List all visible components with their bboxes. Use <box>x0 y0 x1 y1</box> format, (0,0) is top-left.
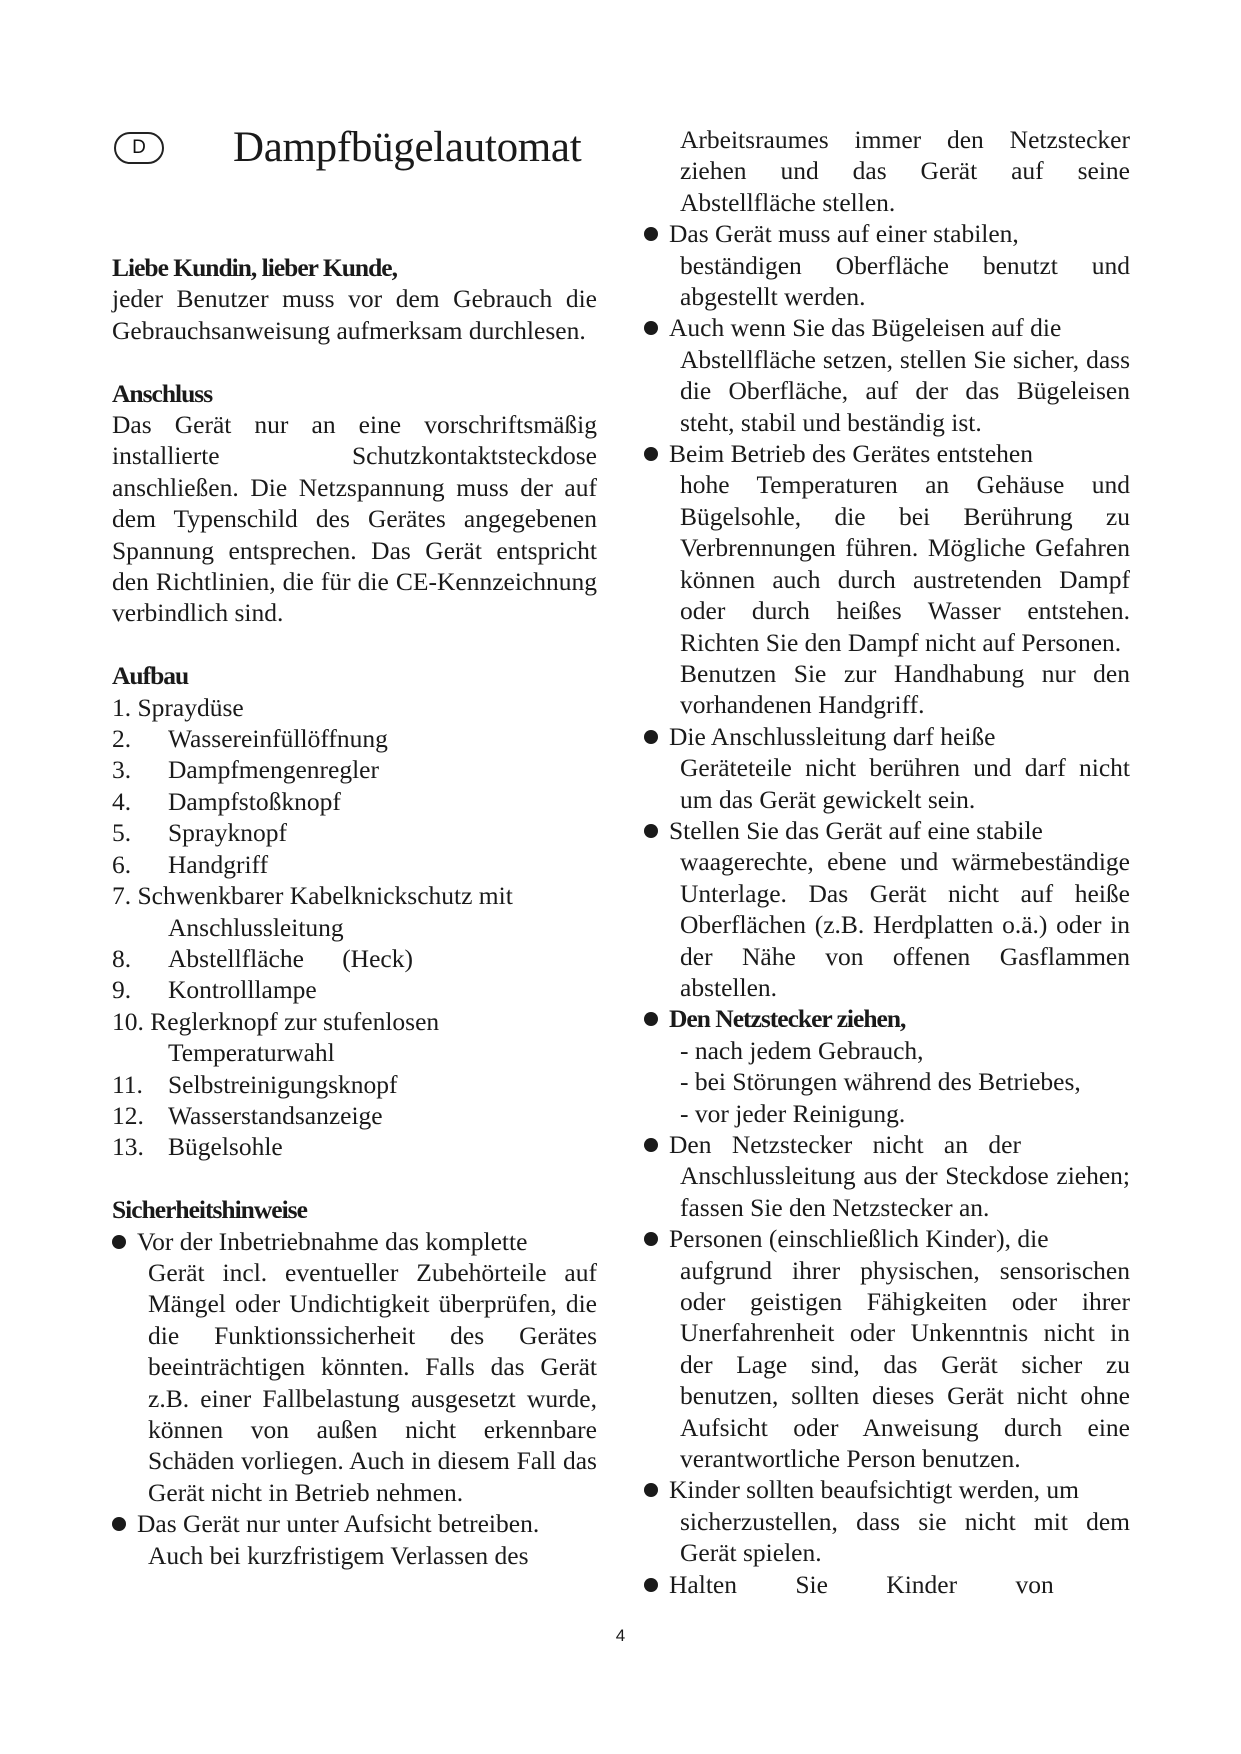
list-item <box>112 723 597 754</box>
bullet-icon <box>644 1138 658 1152</box>
bullet-icon <box>644 824 658 838</box>
page-number: 4 <box>615 1626 626 1645</box>
list-item <box>112 1131 597 1162</box>
list-item-text: Wasserstandsanzeige <box>168 1100 383 1130</box>
bullet-rest: sicherzustellen, dass sie nicht mit dem Gerät spielen. <box>680 1506 1130 1568</box>
bullet-icon <box>644 447 658 461</box>
list-item <box>112 692 597 723</box>
bullet-first-line: Den Netzstecker nicht an der <box>669 1130 1021 1159</box>
bullet-item <box>644 1129 1130 1160</box>
bullet-first-line: Auch wenn Sie das Bügeleisen auf die <box>669 313 1062 343</box>
list-item-number: 11. <box>112 1069 143 1099</box>
list-item-text: Schwenkbarer Kabelknickschutz mit <box>137 881 513 911</box>
bullet-item <box>644 1569 1130 1600</box>
list-item <box>112 754 597 785</box>
bullet-first-line: Das Gerät muss auf einer stabilen, <box>669 219 1019 249</box>
right-column <box>644 124 1130 1600</box>
bullet-first-line: Halten Sie Kinder von <box>669 1569 1054 1599</box>
aufbau-list <box>112 692 597 1163</box>
list-item-number: 7. <box>112 881 132 911</box>
bullet-icon <box>644 1578 658 1592</box>
list-item-text: Bügelsohle <box>168 1132 283 1162</box>
list-item-text: Abstellfläche (Heck) <box>168 943 413 973</box>
bullet-icon <box>644 321 658 335</box>
list-item-number: 12. <box>112 1100 144 1130</box>
bullet-icon <box>644 1012 658 1026</box>
list-item-text: Reglerknopf zur stufenlosen <box>150 1006 440 1036</box>
bullet-first-line: Beim Betrieb des Gerätes entstehen <box>669 439 1033 469</box>
bullet-rest: hohe Temperaturen an Gehäuse und Bügelsohle, die bei Berührung zu Verbrennungen führen. Mögliche Gefahren können auch durch austretenden Dampf oder durch heißes Wasser entstehen. Richten Sie den Dampf nicht auf Personen. <box>680 470 1130 657</box>
anschluss-text: Das Gerät nur an eine vorschriftsmäßig installierte Schutzkontaktsteckdose anschließen. Die Netzspannung muss der auf dem Typenschild des Gerätes angegebenen Spannung entsprechen. Das Gerät entspricht den Richtlinien, die für die CE-Kennzeichnung verbindlich sind. <box>112 410 597 628</box>
bullet-item <box>644 815 1130 846</box>
bullet-rest: Gerät incl. eventueller Zubehörteile auf Mängel oder Undichtigkeit überprüfen, die die Funktionssicherheit des Gerätes beeinträchtigen könnten. Falls das Gerät z.B. einer Fallbelastung ausgesetzt wurde, können von außen nicht erkennbare Schäden vorliegen. Auch in diesem Fall das Gerät nicht in Betrieb nehmen. <box>148 1257 597 1507</box>
list-item-text: Sprayknopf <box>168 818 287 848</box>
bullet-icon <box>644 1232 658 1246</box>
bullet-rest: aufgrund ihrer physischen, sensorischen oder geistigen Fähigkeiten oder ihrer Unerfahrenheit oder Unkenntnis nicht in der Lage sind, das Gerät sicher zu benutzen, sollten dieses Gerät nicht ohne Aufsicht oder Anweisung durch eine verantwortliche Person benutzen. <box>680 1255 1130 1474</box>
aufbau-heading: Aufbau <box>112 661 189 691</box>
list-item-number: 10. <box>112 1006 144 1036</box>
list-item <box>112 880 597 943</box>
list-item-text: Dampfstoßknopf <box>168 786 341 816</box>
sicherheit-heading: Sicherheitshinweise <box>112 1195 307 1225</box>
bullet-rest: Geräteteile nicht berühren und darf nicht um das Gerät gewickelt sein. <box>680 753 1130 814</box>
bullet-item <box>644 1223 1130 1254</box>
list-item <box>112 817 597 848</box>
list-item <box>112 1006 597 1069</box>
bullet-rest: waagerechte, ebene und wärmebeständige Unterlage. Das Gerät nicht auf heiße Oberflächen (z.B. Herdplatten o.ä.) oder in der Nähe von offenen Gasflammen abstellen. <box>680 847 1130 1002</box>
list-item-number: 9. <box>112 975 132 1005</box>
bullet-item <box>112 1226 597 1257</box>
list-item-continuation: Anschlussleitung <box>168 912 344 942</box>
list-item-number: 5. <box>112 818 132 848</box>
netzstecker-item: - vor jeder Reinigung. <box>680 1098 906 1128</box>
list-item-text: Spraydüse <box>137 692 244 722</box>
bullet-rest: Auch bei kurzfristigem Verlassen des <box>148 1540 529 1570</box>
page-title: Dampfbügelautomat <box>233 124 582 171</box>
bullet-rest: Abstellfläche setzen, stellen Sie sicher, dass die Oberfläche, auf der das Bügeleisen steht, stabil und beständig ist. <box>680 344 1130 437</box>
bullet-first-line: Die Anschlussleitung darf heiße <box>669 721 996 751</box>
intro-text: jeder Benutzer muss vor dem Gebrauch die Gebrauchsanweisung aufmerksam durchlesen. <box>112 284 597 345</box>
bullet-rest: Anschlussleitung aus der Steckdose ziehen; fassen Sie den Netzstecker an. <box>680 1161 1130 1222</box>
bullet-first-line: Stellen Sie das Gerät auf eine stabile <box>669 815 1043 845</box>
bullet-icon <box>644 227 658 241</box>
list-item <box>112 1100 597 1131</box>
netzstecker-item: - nach jedem Gebrauch, <box>680 1035 924 1065</box>
list-item-text: Selbstreinigungsknopf <box>168 1069 398 1099</box>
list-item <box>112 849 597 880</box>
bullet-first-line: Personen (einschließlich Kinder), die <box>669 1224 1049 1254</box>
bullet-first-line: Das Gerät nur unter Aufsicht betreiben. <box>137 1509 540 1539</box>
list-item-text: Wassereinfüllöffnung <box>168 724 388 754</box>
list-item-text: Handgriff <box>168 849 269 879</box>
list-item-number: 13. <box>112 1132 144 1162</box>
bullet-icon <box>644 730 658 744</box>
list-item-text: Kontrolllampe <box>168 975 317 1005</box>
list-item <box>112 1069 597 1100</box>
netzstecker-heading: Den Netzstecker ziehen, <box>669 1004 906 1034</box>
bullet-item <box>644 1474 1130 1505</box>
bullet-item <box>644 312 1130 343</box>
list-item-number: 4. <box>112 786 132 816</box>
list-item-number: 3. <box>112 755 132 785</box>
list-item-number: 1. <box>112 692 132 722</box>
intro-heading: Liebe Kundin, lieber Kunde, <box>112 253 397 282</box>
bullet-continuation: Arbeitsraumes immer den Netzstecker ziehen und das Gerät auf seine Abstellfläche stellen. <box>680 125 1130 217</box>
bullet-rest: Benutzen Sie zur Handhabung nur den vorhandenen Handgriff. <box>680 658 1130 720</box>
bullet-first-line: Vor der Inbetriebnahme das komplette <box>137 1226 528 1256</box>
list-item-text: Dampfmengenregler <box>168 755 379 785</box>
list-item <box>112 974 597 1005</box>
bullet-item <box>644 438 1130 469</box>
language-badge: D <box>114 132 164 164</box>
list-item-number: 2. <box>112 724 132 754</box>
bullet-icon <box>112 1517 126 1531</box>
bullet-item <box>644 1003 1130 1034</box>
list-item-number: 6. <box>112 849 132 879</box>
bullet-rest: beständigen Oberfläche benutzt und abgestellt werden. <box>680 250 1130 312</box>
bullet-icon <box>112 1235 126 1249</box>
anschluss-heading: Anschluss <box>112 378 213 408</box>
list-item <box>112 943 597 974</box>
netzstecker-item: - bei Störungen während des Betriebes, <box>680 1067 1081 1097</box>
bullet-item <box>644 218 1130 249</box>
bullet-first-line: Kinder sollten beaufsichtigt werden, um <box>669 1475 1080 1505</box>
left-column <box>112 252 597 1571</box>
list-item-continuation: Temperaturwahl <box>168 1038 335 1068</box>
bullet-icon <box>644 1483 658 1497</box>
bullet-item <box>112 1508 597 1539</box>
list-item <box>112 786 597 817</box>
list-item-number: 8. <box>112 943 132 973</box>
bullet-item <box>644 721 1130 752</box>
